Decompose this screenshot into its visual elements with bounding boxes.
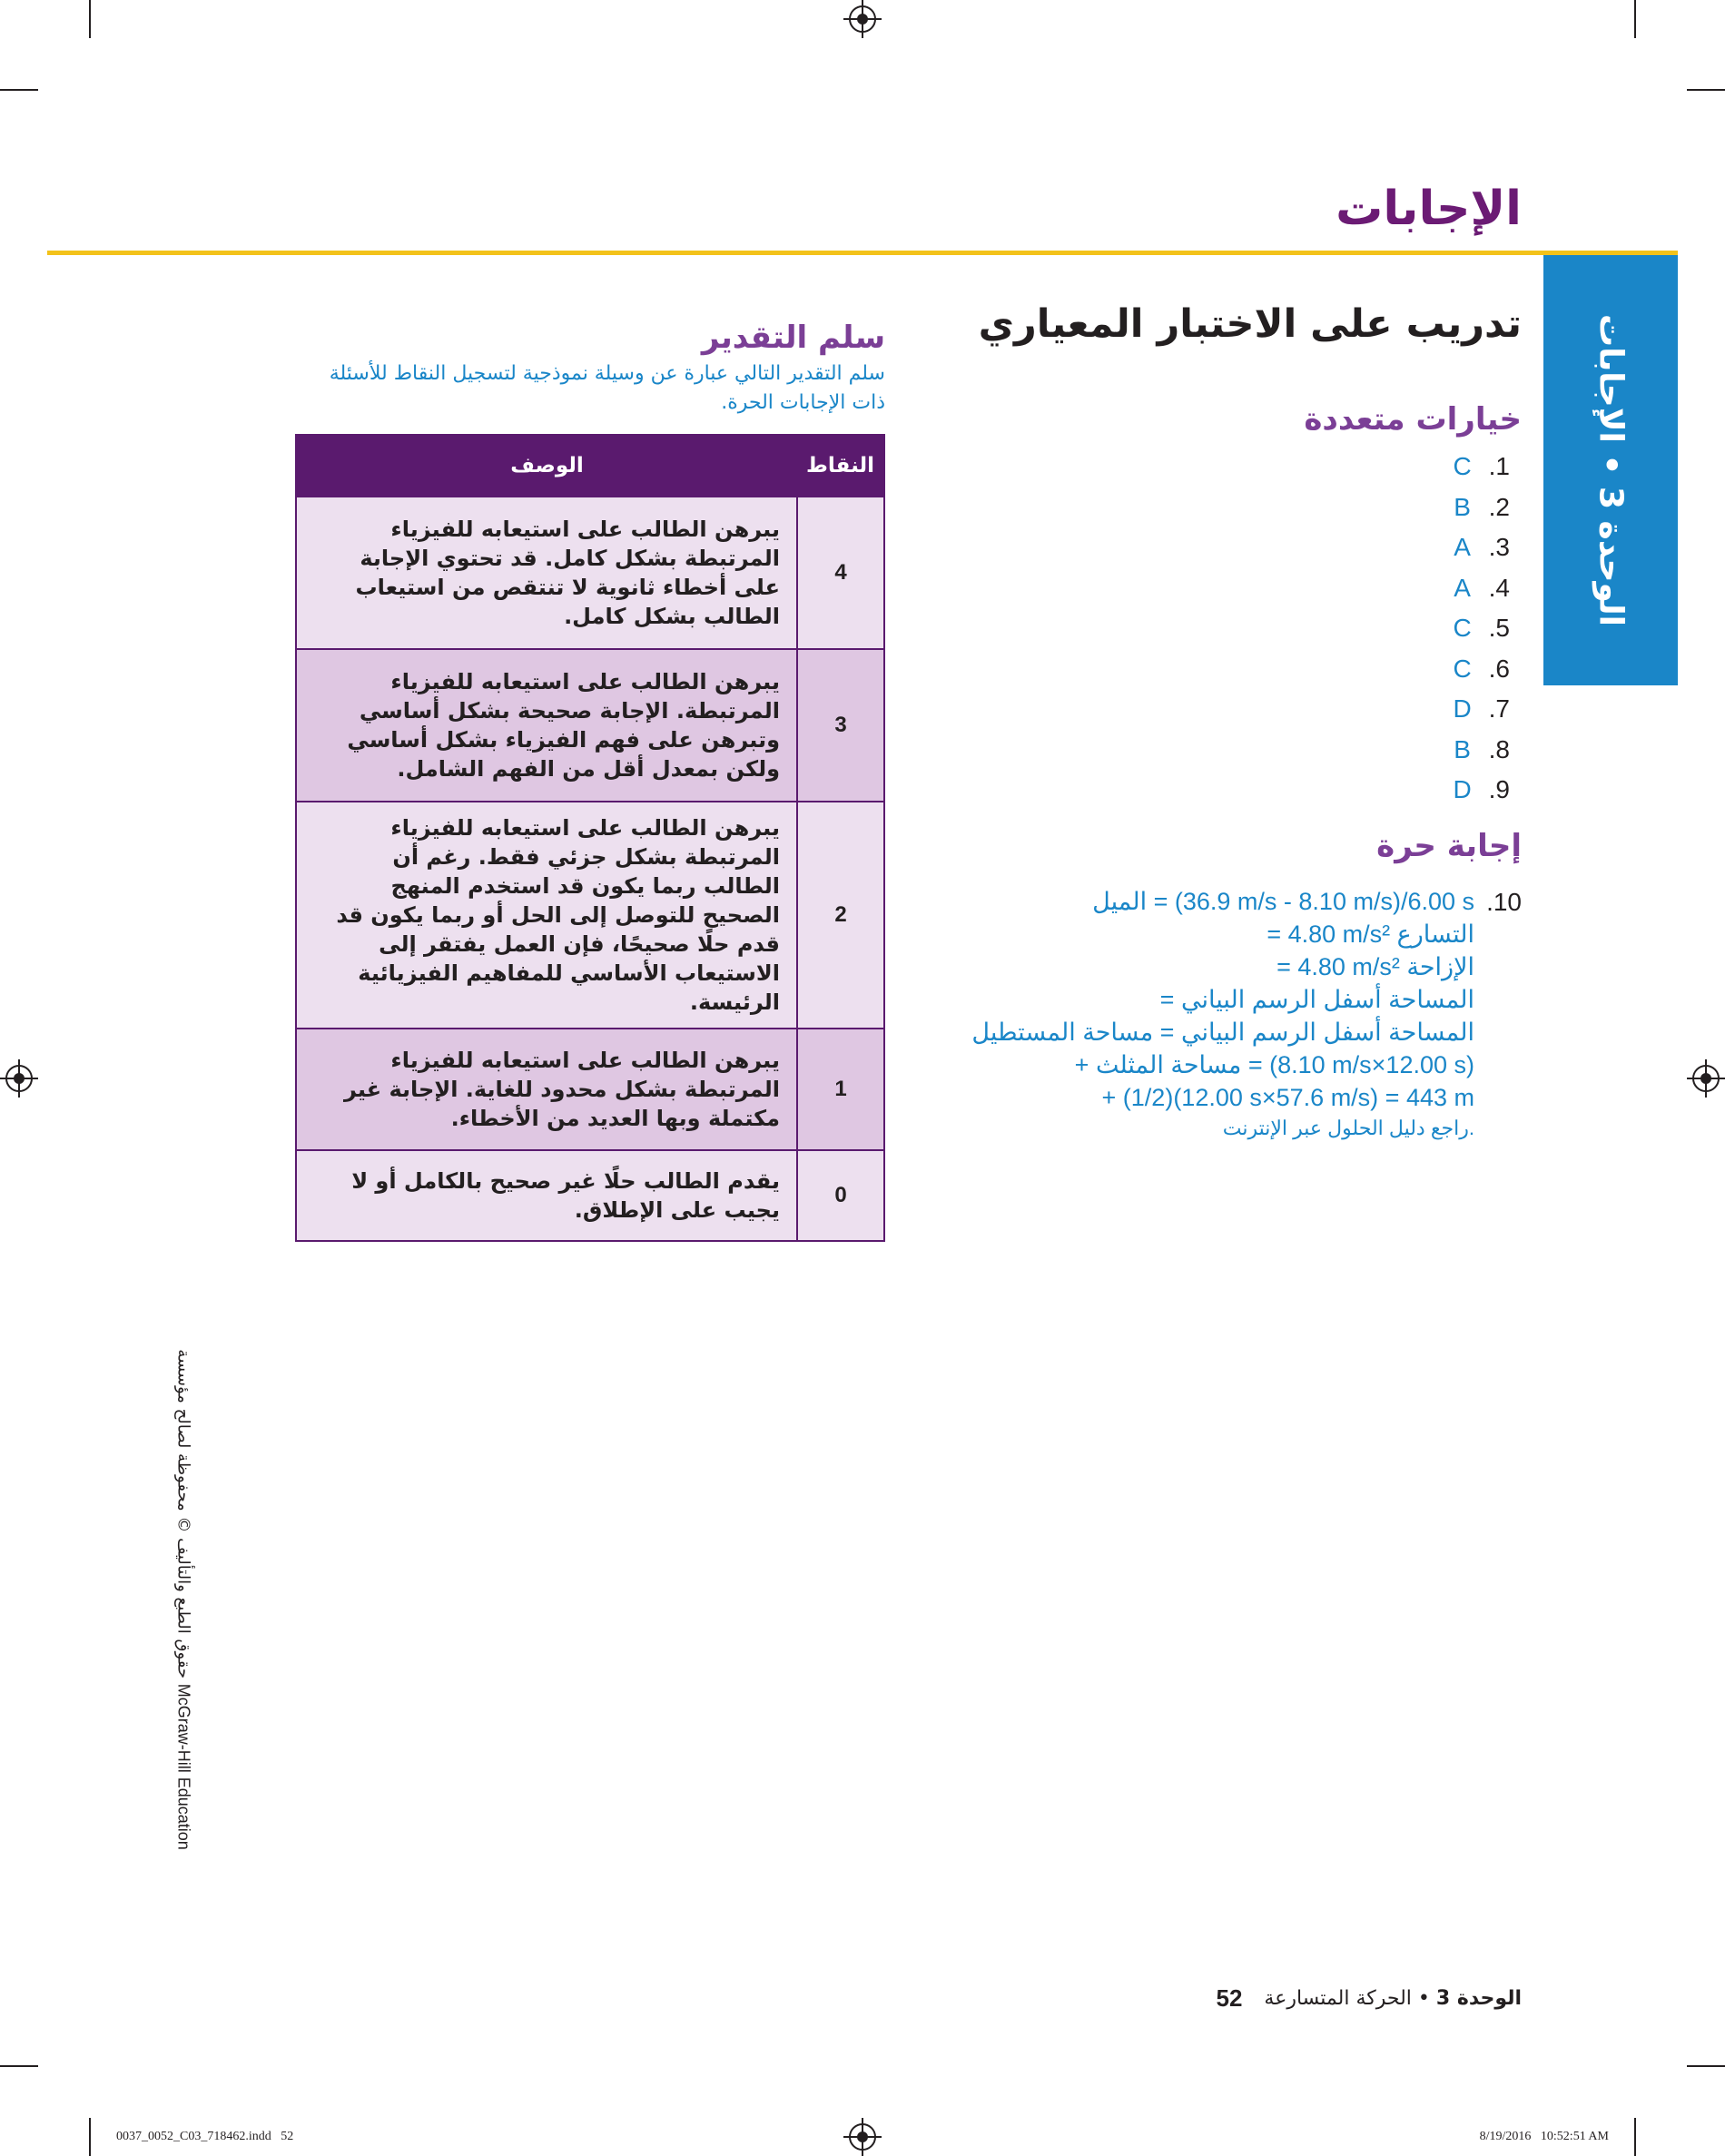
answer-line: المساحة أسفل الرسم البياني = مساحة المستطيل bbox=[971, 1019, 1474, 1046]
answer-line: + مساحة المثلث = (8.10 m/s×12.00 s) bbox=[1074, 1051, 1474, 1078]
crop-mark bbox=[89, 2118, 91, 2156]
points-cell: 4 bbox=[797, 497, 884, 649]
description-column-header: الوصف bbox=[296, 435, 797, 497]
multiple-choice-list bbox=[1451, 447, 1510, 811]
table-row bbox=[296, 802, 884, 1029]
table-row bbox=[296, 649, 884, 802]
description-cell: يبرهن الطالب على استيعابه للفيزياء المرتبطة بشكل محدود للغاية. الإجابة غير مكتملة وبها العديد من الأخطاء. bbox=[296, 1029, 797, 1150]
answer-line: + (1/2)(12.00 s×57.6 m/s) = 443 m bbox=[1101, 1084, 1474, 1111]
page-number: 52 bbox=[1216, 1984, 1243, 2012]
crop-mark bbox=[0, 2065, 38, 2067]
registration-mark-icon bbox=[1692, 1065, 1720, 1092]
crop-mark bbox=[1687, 89, 1725, 91]
crop-mark bbox=[89, 0, 91, 38]
footer-unit: الوحدة 3 bbox=[1435, 1987, 1522, 2010]
table-row bbox=[296, 497, 884, 649]
free-response-answer bbox=[839, 888, 1474, 1150]
multiple-choice-heading: خيارات متعددة bbox=[1304, 401, 1522, 438]
copyright-notice bbox=[174, 1349, 193, 1850]
date-slug: 8/19/2016 10:52:51 AM bbox=[1479, 2130, 1609, 2143]
answer-letter: B bbox=[1454, 492, 1471, 521]
answer-line: = المساحة أسفل الرسم البياني bbox=[1159, 986, 1474, 1013]
list-item bbox=[1451, 730, 1510, 771]
crop-mark bbox=[0, 89, 38, 91]
points-column-header: النقاط bbox=[797, 435, 884, 497]
page-footer bbox=[1217, 1984, 1523, 2013]
table-row bbox=[296, 1150, 884, 1241]
crop-mark bbox=[1687, 2065, 1725, 2067]
registration-mark-icon bbox=[5, 1065, 33, 1092]
side-tab bbox=[1543, 255, 1678, 685]
description-cell: يبرهن الطالب على استيعابه للفيزياء المرتبطة بشكل كامل. قد تحتوي الإجابة على أخطاء ثانوية لا تنتقص من استيعاب الطالب بشكل كامل. bbox=[296, 497, 797, 649]
side-tab-label: الوحدة 3 • الإجابات bbox=[1592, 314, 1630, 626]
publisher-name: McGraw-Hill Education bbox=[174, 1683, 193, 1850]
item-number: .6 bbox=[1488, 654, 1510, 683]
item-number: .9 bbox=[1488, 775, 1510, 804]
points-cell: 0 bbox=[797, 1150, 884, 1241]
description-cell: يبرهن الطالب على استيعابه للفيزياء المرتبطة بشكل جزئي فقط. رغم أن الطالب ربما يكون قد استخدم المنهج الصحيح للتوصل إلى الحل أو ربما يكون قد قدم حلًا صحيحًا، فإن العمل يفتقر إلى الاستيعاب الأساسي للمفاهيم الفيزيائية الرئيسة. bbox=[296, 802, 797, 1029]
footer-chapter bbox=[1264, 1987, 1522, 2010]
answer-line: راجع دليل الحلول عبر الإنترنت. bbox=[1222, 1117, 1474, 1139]
list-item bbox=[1451, 447, 1510, 487]
points-cell: 3 bbox=[797, 649, 884, 802]
answer-letter: C bbox=[1453, 614, 1472, 643]
section-title: تدريب على الاختبار المعياري bbox=[978, 301, 1522, 347]
description-cell: يبرهن الطالب على استيعابه للفيزياء المرتبطة. الإجابة صحيحة بشكل أساسي وتبرهن على فهم الفيزياء بشكل أساسي ولكن بمعدل أقل من الفهم الشامل. bbox=[296, 649, 797, 802]
page-title: الإجابات bbox=[1336, 182, 1522, 236]
list-item bbox=[1451, 608, 1510, 649]
item-number: .5 bbox=[1488, 614, 1510, 643]
answer-letter: D bbox=[1453, 775, 1472, 804]
answer-letter: C bbox=[1453, 654, 1472, 683]
answer-line: الميل = (36.9 m/s - 8.10 m/s)/6.00 s bbox=[1092, 888, 1474, 915]
item-number: .8 bbox=[1488, 734, 1510, 763]
table-row bbox=[296, 1029, 884, 1150]
free-response-heading: إجابة حرة bbox=[1376, 828, 1522, 864]
footer-bullet: • bbox=[1417, 1987, 1430, 2010]
list-item bbox=[1451, 487, 1510, 528]
table-header-row bbox=[296, 435, 884, 497]
item-number: .1 bbox=[1488, 452, 1510, 481]
crop-mark bbox=[1634, 0, 1636, 38]
file-slug: 0037_0052_C03_718462.indd 52 bbox=[116, 2130, 294, 2143]
rubric-table bbox=[295, 434, 885, 1242]
list-item bbox=[1451, 770, 1510, 811]
item-number: .3 bbox=[1488, 533, 1510, 562]
answer-letter: A bbox=[1454, 573, 1471, 602]
list-item bbox=[1451, 527, 1510, 568]
rubric-intro: سلم التقدير التالي عبارة عن وسيلة نموذجية لتسجيل النقاط للأسئلة ذات الإجابات الحرة. bbox=[329, 362, 885, 414]
list-item bbox=[1451, 568, 1510, 609]
list-item bbox=[1451, 689, 1510, 730]
answer-line: = 4.80 m/s² الإزاحة bbox=[1276, 953, 1474, 980]
footer-chapter-title: الحركة المتسارعة bbox=[1264, 1987, 1412, 2010]
answer-letter: A bbox=[1454, 533, 1471, 562]
free-response-number: .10 bbox=[1486, 888, 1522, 916]
answer-letter: B bbox=[1454, 734, 1471, 763]
registration-mark-icon bbox=[849, 2123, 876, 2151]
list-item bbox=[1451, 649, 1510, 690]
item-number: .2 bbox=[1488, 492, 1510, 521]
crop-mark bbox=[1634, 2118, 1636, 2156]
answer-letter: D bbox=[1453, 694, 1472, 724]
points-cell: 1 bbox=[797, 1029, 884, 1150]
registration-mark-icon bbox=[849, 5, 876, 33]
rubric-title: سلم التقدير bbox=[701, 320, 885, 356]
answer-line: = 4.80 m/s² التسارع bbox=[1267, 920, 1474, 948]
item-number: .4 bbox=[1488, 573, 1510, 602]
item-number: .7 bbox=[1488, 694, 1510, 724]
header-rule bbox=[47, 251, 1678, 255]
copyright-text: حقوق الطبع والتأليف © محفوظة لصالح مؤسسة bbox=[173, 1349, 193, 1679]
answer-letter: C bbox=[1453, 452, 1472, 481]
points-cell: 2 bbox=[797, 802, 884, 1029]
description-cell: يقدم الطالب حلًا غير صحيح بالكامل أو لا يجيب على الإطلاق. bbox=[296, 1150, 797, 1241]
